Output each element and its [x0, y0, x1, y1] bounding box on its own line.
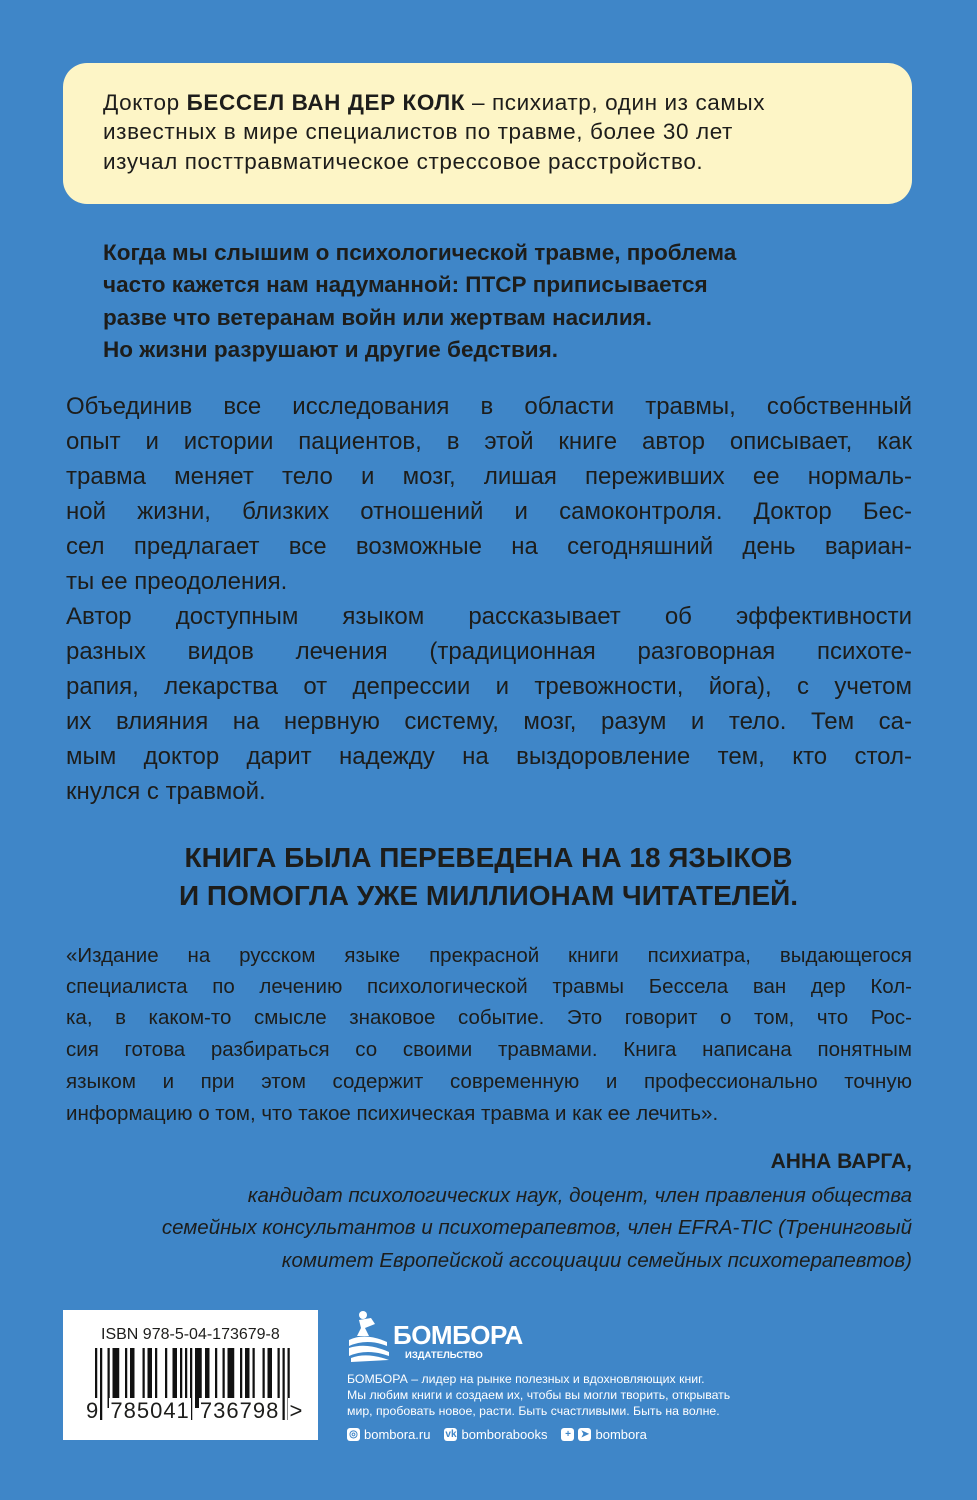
quote-line: «Издание на русском языке прекрасной книги психиатра, выдающегося [66, 944, 912, 967]
about-line: Мы любим книги и создаем их, чтобы вы могли творить, открывать [347, 1388, 731, 1402]
body-line: рапия, лекарства от депрессии и тревожности, йога), с учетом [66, 673, 912, 700]
publisher-links [347, 1427, 647, 1442]
body-line: Объединив все исследования в области травмы, собственный [66, 393, 912, 420]
barcode-digit: > [289, 1398, 303, 1423]
barcode-digits [85, 1398, 303, 1424]
reviewer-credentials: комитет Европейской ассоциации семейных психотерапевтов) [281, 1249, 912, 1272]
plus-icon: + [561, 1428, 574, 1441]
reviewer-credentials: семейных консультантов и психотерапевтов, член EFRA-TIC (Тренинговый [161, 1216, 912, 1239]
body-line: травма меняет тело и мозг, лишая переживших ее нормаль- [66, 463, 912, 490]
body-line: кнулся с травмой. [66, 778, 266, 805]
headline-line: И ПОМОГЛА УЖЕ МИЛЛИОНАМ ЧИТАТЕЛЕЙ. [178, 880, 799, 911]
quote-line: информацию о том, что такое психическая травма и как ее лечить». [66, 1102, 719, 1125]
vk-link[interactable] [444, 1427, 547, 1442]
body-line: Автор доступным языком рассказывает об эффективности [66, 603, 912, 630]
body-line: их влияния на нервную систему, мозг, разум и тело. Тем са- [66, 708, 912, 735]
quote-line: языком и при этом содержит современную и профессионально точную [66, 1070, 912, 1093]
quote-line: ка, в каком-то смысле знаковое событие. Это говорит о том, что Рос- [66, 1006, 912, 1029]
vk-icon: vk [445, 1429, 457, 1440]
barcode-digit: 9 [86, 1398, 99, 1423]
intro-line: известных в мире специалистов по травме, более 30 лет [103, 119, 733, 144]
reviewer-name: АННА ВАРГА, [770, 1150, 912, 1173]
intro-text: Доктор [103, 90, 187, 115]
link-text: bombora [595, 1427, 647, 1442]
body-line: мым доктор дарит надежду на выздоровление тем, кто стол- [66, 743, 912, 770]
intro-line [103, 90, 765, 116]
about-line: мир, пробовать новое, расти. Быть счастливыми. Быть на волне. [347, 1404, 720, 1418]
body-line: ты ее преодоления. [66, 568, 288, 595]
headline-line: КНИГА БЫЛА ПЕРЕВЕДЕНА НА 18 ЯЗЫКОВ [184, 842, 793, 873]
link-text: bomborabooks [461, 1427, 548, 1442]
reviewer-credentials: кандидат психологических наук, доцент, член правления общества [247, 1184, 912, 1207]
link-text: bombora.ru [364, 1427, 431, 1442]
lead-line: Но жизни разрушают и другие бедствия. [103, 337, 559, 362]
quote-line: сия готова разбираться со своими травмами. Книга написана понятным [66, 1038, 912, 1061]
about-line: БОМБОРА – лидер на рынке полезных и вдохновляющих книг. [347, 1372, 705, 1386]
publisher-name: БОМБОРА [393, 1320, 523, 1350]
lead-line: часто кажется нам надуманной: ПТСР приписывается [103, 272, 708, 297]
intro-line: изучал посттравматическое стрессовое расстройство. [103, 149, 704, 174]
barcode-digit: 736798 [199, 1398, 280, 1423]
author-name: БЕССЕЛ ВАН ДЕР КОЛК [186, 90, 466, 115]
website-link[interactable] [347, 1427, 430, 1442]
body-line: опыт и истории пациентов, в этой книге автор описывает, как [66, 428, 912, 455]
publisher-subtitle: ИЗДАТЕЛЬСТВО [405, 1350, 483, 1361]
globe-icon: ◎ [347, 1428, 360, 1441]
body-line: ной жизни, близких отношений и самоконтроля. Доктор Бес- [66, 498, 912, 525]
isbn-barcode [63, 1310, 318, 1440]
telegram-icon: ➤ [578, 1428, 591, 1441]
lead-line: разве что ветеранам войн или жертвам насилия. [103, 305, 653, 330]
isbn-label: ISBN 978-5-04-173679-8 [101, 1326, 280, 1343]
telegram-link[interactable] [561, 1427, 646, 1442]
intro-text: – психиатр, один из самых [465, 90, 766, 115]
body-line: сел предлагает все возможные на сегодняшний день вариан- [66, 533, 912, 560]
author-intro-box [63, 63, 912, 204]
barcode-digit: 785041 [110, 1398, 190, 1423]
surfer-logo-icon [345, 1310, 391, 1362]
body-line: разных видов лечения (традиционная разговорная психоте- [66, 638, 912, 665]
quote-line: специалиста по лечению психологической травмы Бессела ван дер Кол- [66, 975, 912, 998]
lead-line: Когда мы слышим о психологической травме, проблема [103, 240, 737, 265]
